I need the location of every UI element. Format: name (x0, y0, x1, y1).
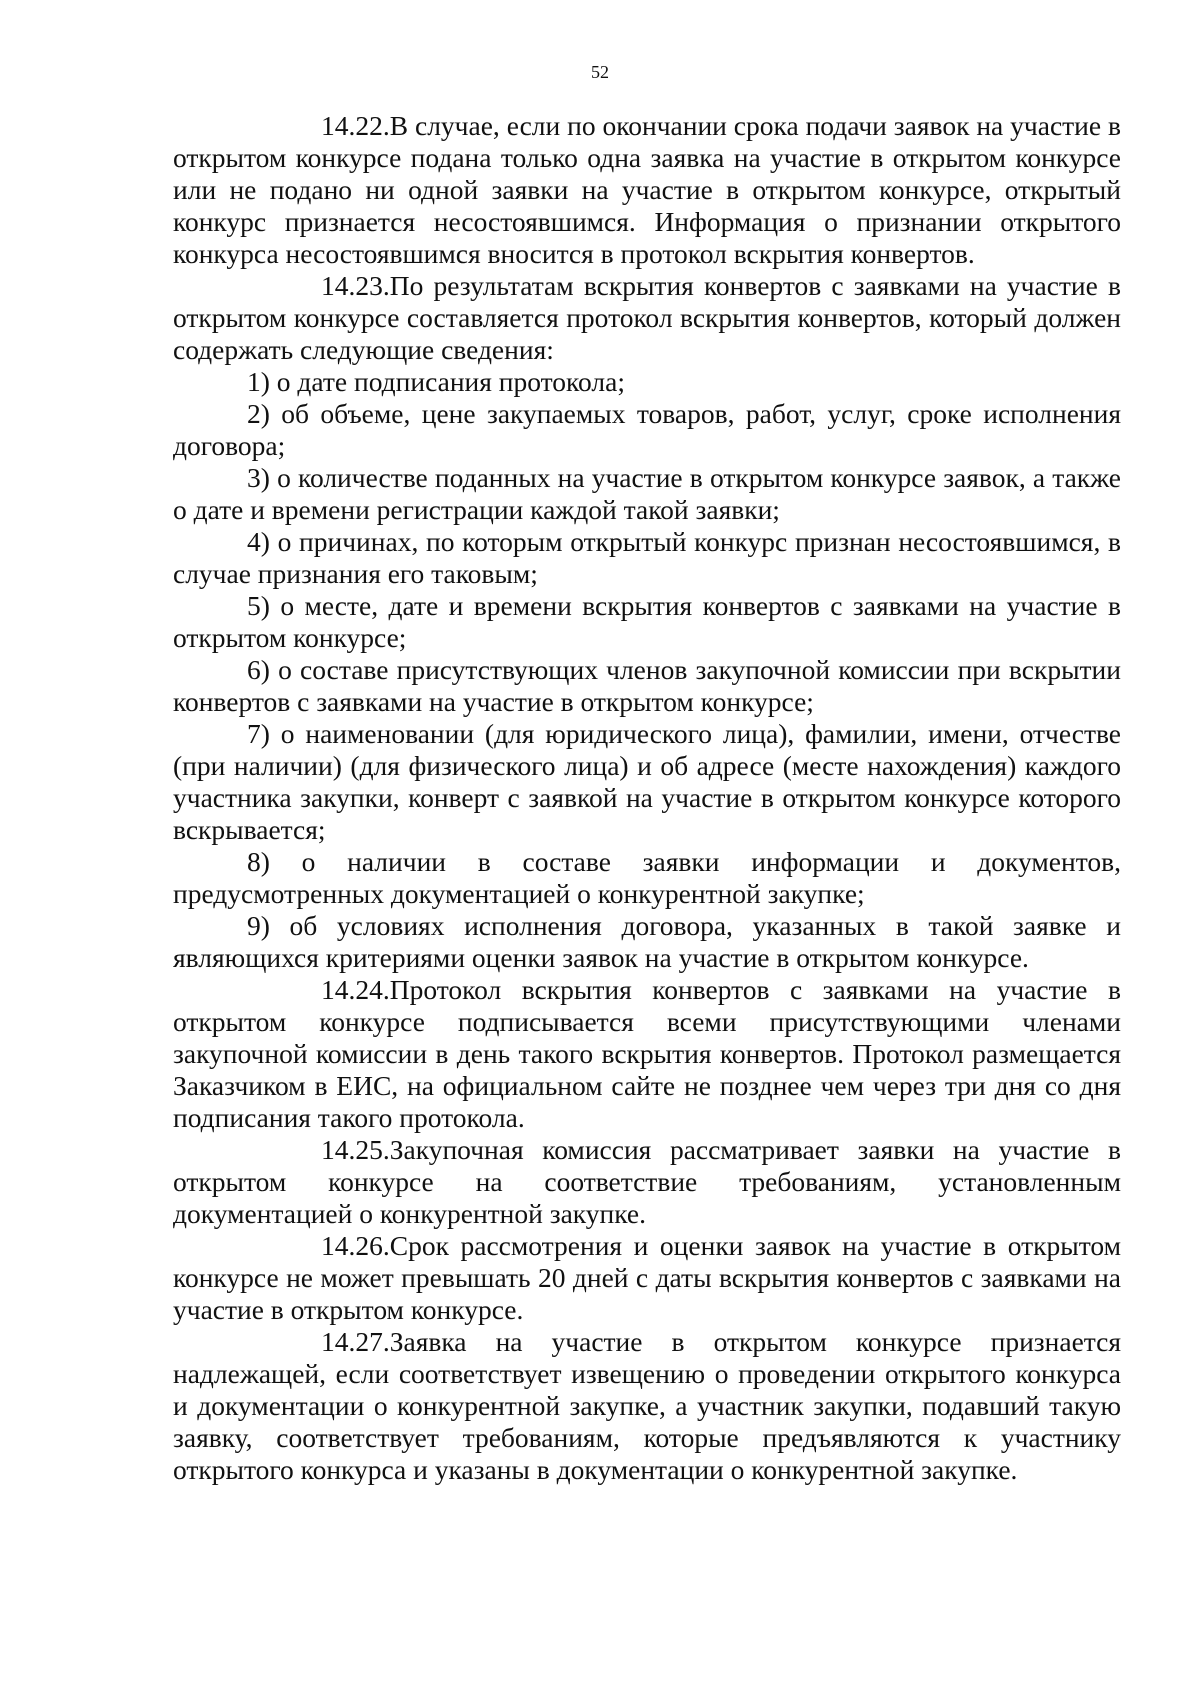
paragraph-text: В случае, если по окончании срока подачи заявок на участие в открытом конкурсе подана только одна заявка на участие в открытом конкурсе или не подано ни одной заявки на участие в открытом конкурсе, открытый конкурс признается несостоявшимся. Информация о признании открытого конкурса несостоявшимся вносится в протокол вскрытия конвертов. (173, 110, 1121, 269)
paragraph-number: 14.24. (321, 974, 390, 1005)
list-item: 4) о причинах, по которым открытый конкурс признан несостоявшимся, в случае признания его таковым; (173, 526, 1121, 589)
paragraph-number: 14.22. (321, 110, 390, 141)
list-item: 1) о дате подписания протокола; (247, 366, 625, 397)
paragraph-text: Срок рассмотрения и оценки заявок на участие в открытом конкурсе не может превышать 20 дней с даты вскрытия конвертов с заявками на участие в открытом конкурсе. (173, 1230, 1121, 1325)
paragraph-number: 14.25. (321, 1134, 390, 1165)
paragraph-number: 14.27. (321, 1326, 390, 1357)
paragraph-14-26 (173, 1230, 1121, 1326)
list-item: 5) о месте, дате и времени вскрытия конвертов с заявками на участие в открытом конкурсе; (173, 590, 1121, 653)
paragraph-14-25 (173, 1134, 1121, 1230)
paragraph-text: Протокол вскрытия конвертов с заявками на участие в открытом конкурсе подписывается всеми присутствующими членами закупочной комиссии в день такого вскрытия конвертов. Протокол размещается Заказчиком в ЕИС, на официальном сайте не позднее чем через три дня со дня подписания такого протокола. (173, 974, 1121, 1133)
paragraph-14-27 (173, 1326, 1121, 1486)
paragraph-14-23 (173, 270, 1121, 366)
list-item: 8) о наличии в составе заявки информации и документов, предусмотренных документацией о конкурентной закупке; (173, 846, 1121, 909)
paragraph-text: Заявка на участие в открытом конкурсе признается надлежащей, если соответствует извещению о проведении открытого конкурса и документации о конкурентной закупке, а участник закупки, подавший такую заявку, соответствует требованиям, которые предъявляются к участнику открытого конкурса и указаны в документации о конкурентной закупке. (173, 1326, 1121, 1485)
paragraph-number: 14.23. (321, 270, 390, 301)
paragraph-14-22 (173, 110, 1121, 270)
list-item: 3) о количестве поданных на участие в открытом конкурсе заявок, а также о дате и времени регистрации каждой такой заявки; (173, 462, 1121, 525)
list-item: 7) о наименовании (для юридического лица), фамилии, имени, отчестве (при наличии) (для физического лица) и об адресе (месте нахождения) каждого участника закупки, конверт с заявкой на участие в открытом конкурсе которого вскрывается; (173, 718, 1121, 845)
document-body (173, 110, 1121, 1486)
paragraph-14-24 (173, 974, 1121, 1134)
list-item: 9) об условиях исполнения договора, указанных в такой заявке и являющихся критериями оценки заявок на участие в открытом конкурсе. (173, 910, 1121, 973)
paragraph-text: Закупочная комиссия рассматривает заявки на участие в открытом конкурсе на соответствие требованиям, установленным документацией о конкурентной закупке. (173, 1134, 1121, 1229)
paragraph-text: По результатам вскрытия конвертов с заявками на участие в открытом конкурсе составляется протокол вскрытия конвертов, который должен содержать следующие сведения: (173, 270, 1121, 365)
list-item: 6) о составе присутствующих членов закупочной комиссии при вскрытии конвертов с заявками на участие в открытом конкурсе; (173, 654, 1121, 717)
paragraph-number: 14.26. (321, 1230, 390, 1261)
list-item: 2) об объеме, цене закупаемых товаров, работ, услуг, сроке исполнения договора; (173, 398, 1121, 461)
page-number: 52 (591, 62, 609, 82)
